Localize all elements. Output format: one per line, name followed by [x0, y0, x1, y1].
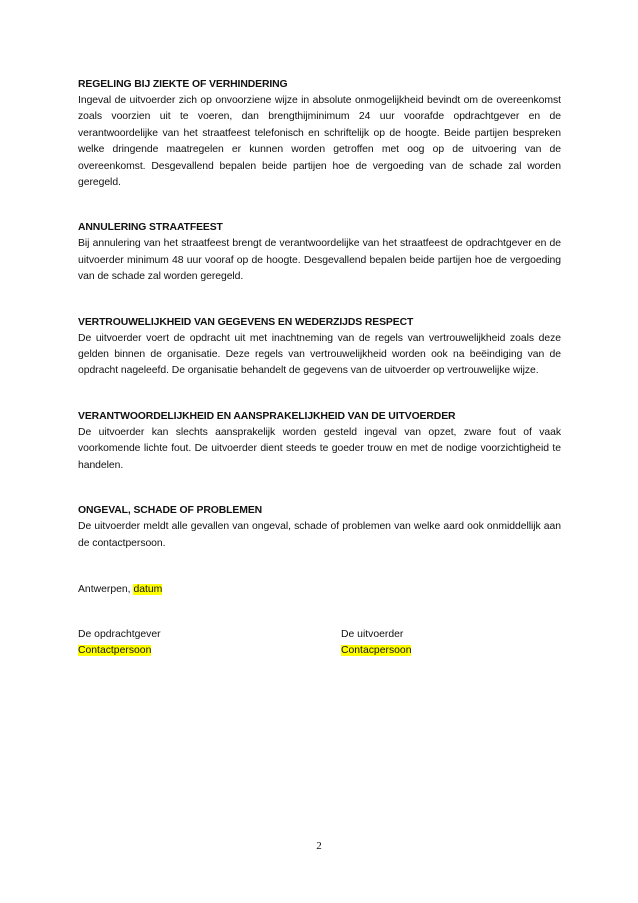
section-paragraph: De uitvoerder meldt alle gevallen van ongeval, schade of problemen van welke aard ook onmiddellijk aan de contactpersoon. — [78, 521, 561, 549]
section-heading: REGELING BIJ ZIEKTE OF VERHINDERING — [78, 79, 288, 90]
client-role: De opdrachtgever — [78, 629, 161, 640]
place-and-date — [78, 582, 561, 598]
date-placeholder: datum — [133, 583, 163, 595]
page-number: 2 — [316, 840, 322, 852]
section-paragraph: Bij annulering van het straatfeest brengt de verantwoordelijke van het straatfeest de opdrachtgever en de uitvoerder minimum 48 uur vooraf op de hoogte. Desgevallend bepalen beide partijen hoe de vergoeding van de schade zal worden geregeld. — [78, 238, 561, 283]
section-accidents — [78, 503, 561, 552]
place-city: Antwerpen, — [78, 583, 134, 595]
section-heading: VERTROUWELIJKHEID VAN GEGEVENS EN WEDERZIJDS RESPECT — [78, 316, 414, 328]
executor-role: De uitvoerder — [341, 629, 404, 640]
section-cancellation — [78, 220, 561, 285]
executor-contact-placeholder: Contacpersoon — [341, 644, 412, 656]
client-contact-placeholder: Contactpersoon — [78, 644, 152, 656]
section-heading: VERANTWOORDELIJKHEID EN AANSPRAKELIJKHEID VAN DE UITVOERDER — [78, 410, 456, 422]
section-illness — [78, 77, 561, 191]
section-heading: ONGEVAL, SCHADE OF PROBLEMEN — [78, 505, 263, 517]
document-body — [78, 77, 561, 598]
signature-executor — [341, 627, 411, 658]
signature-client — [78, 627, 161, 658]
section-heading: ANNULERING STRAATFEEST — [78, 222, 223, 234]
section-confidentiality — [78, 315, 561, 380]
section-liability — [78, 409, 561, 474]
section-paragraph: De uitvoerder kan slechts aansprakelijk worden gesteld ingeval van opzet, zware fout of vaak voorkomende lichte fout. De uitvoerder dient steeds te goeder trouw en met de nodige voorzichtigheid te handelen. — [78, 426, 561, 471]
section-paragraph: Ingeval de uitvoerder zich op onvoorziene wijze in absolute onmogelijkheid bevindt om de overeenkomst zoals voorzien uit te voeren, dan brengthijminimum 24 uur voorafde opdrachtgever en de verantwoordelijke van het straatfeest telefonisch en schriftelijk op de hoogte. Beide partijen bespreken welke dringende maatregelen er kunnen worden getroffen met oog op de uitvoering van de overeenkomst. Desgevallend bepalen beide partijen hoe de vergoeding van de schade zal worden geregeld. — [78, 95, 561, 189]
section-paragraph: De uitvoerder voert de opdracht uit met inachtneming van de regels van vertrouwelijkheid zoals deze gelden binnen de organisatie. Deze regels van vertrouwelijkheid worden ook na beëindiging van de opdracht nageleefd. De organisatie behandelt de gegevens van de uitvoerder op vertrouwelijke wijze. — [78, 332, 561, 377]
